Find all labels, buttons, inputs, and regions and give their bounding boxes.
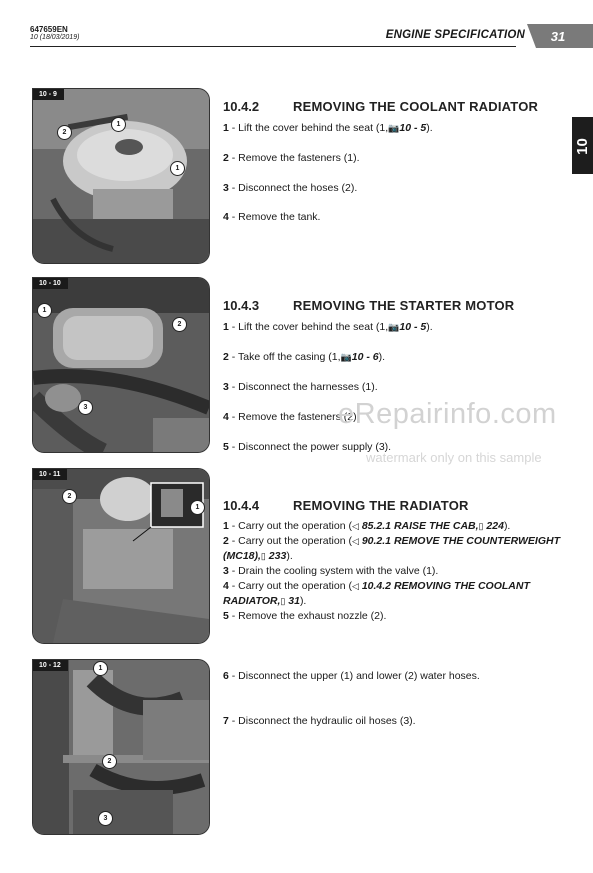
callout-marker: 2	[57, 125, 72, 140]
reference-arrow-icon: ◁	[351, 536, 359, 546]
step-item: 3 - Drain the cooling system with the valve (1).	[223, 565, 439, 577]
step-item: 3 - Disconnect the harnesses (1).	[223, 381, 378, 393]
callout-marker: 1	[190, 500, 205, 515]
step-item: 4 - Carry out the operation (◁ 10.4.2 REMOVING THE COOLANT	[223, 580, 530, 592]
figure-label: 10 - 11	[33, 469, 67, 480]
step-item: 6 - Disconnect the upper (1) and lower (2) water hoses.	[223, 670, 480, 682]
step-item: 4 - Remove the fasteners (2).	[223, 411, 360, 423]
step-item: 2 - Take off the casing (1,📷10 - 6).	[223, 351, 386, 363]
step-item: 2 - Remove the fasteners (1).	[223, 152, 360, 164]
camera-icon: 📷	[388, 322, 400, 332]
callout-marker: 2	[102, 754, 117, 769]
step-item: 4 - Remove the tank.	[223, 211, 321, 223]
step-item: 2 - Carry out the operation (◁ 90.2.1 REMOVE THE COUNTERWEIGHT	[223, 535, 561, 547]
book-icon: ▯	[260, 551, 266, 561]
reference-arrow-icon: ◁	[351, 581, 359, 591]
book-icon: ▯	[478, 521, 484, 531]
figure-label: 10 - 10	[33, 278, 68, 289]
watermark-subtext: watermark only on this sample	[366, 450, 542, 465]
figure-10-11	[32, 468, 210, 644]
section-number: 10.4.2	[223, 99, 260, 114]
callout-marker: 3	[98, 811, 113, 826]
figure-10-9-photo	[33, 89, 209, 263]
running-section-title: ENGINE SPECIFICATION	[385, 29, 525, 41]
book-icon: ▯	[280, 596, 286, 606]
step-item: 1 - Lift the cover behind the seat (1,📷10 - 5).	[223, 321, 433, 333]
section-title: REMOVING THE RADIATOR	[293, 498, 469, 513]
step-item: 3 - Disconnect the hoses (2).	[223, 182, 358, 194]
figure-10-12-photo	[33, 660, 209, 834]
callout-marker: 1	[170, 161, 185, 176]
figure-label: 10 - 12	[33, 660, 68, 671]
step-item: 7 - Disconnect the hydraulic oil hoses (3).	[223, 715, 416, 727]
step-item: 1 - Lift the cover behind the seat (1,📷10 - 5).	[223, 122, 433, 134]
step-item-continued: RADIATOR,▯ 31).	[223, 595, 307, 607]
step-item-continued: (MC18),▯ 233).	[223, 550, 293, 562]
step-item: 5 - Disconnect the power supply (3).	[223, 441, 392, 453]
section-title: REMOVING THE COOLANT RADIATOR	[293, 99, 539, 114]
figure-10-12	[32, 659, 210, 835]
chapter-tab	[572, 117, 593, 174]
section-number: 10.4.3	[223, 298, 260, 313]
figure-10-9	[32, 88, 210, 264]
section-title: REMOVING THE STARTER MOTOR	[293, 298, 515, 313]
figure-10-10	[32, 277, 210, 453]
step-item: 5 - Remove the exhaust nozzle (2).	[223, 610, 387, 622]
page-number-tab	[536, 24, 593, 48]
camera-icon: 📷	[340, 352, 352, 362]
callout-marker: 1	[93, 661, 108, 676]
figure-10-11-photo	[33, 469, 209, 643]
callout-marker: 2	[62, 489, 77, 504]
chapter-number: 10	[574, 138, 591, 155]
section-number: 10.4.4	[223, 498, 260, 513]
figure-10-10-photo	[33, 278, 209, 452]
figure-label: 10 - 9	[33, 89, 64, 100]
step-item: 1 - Carry out the operation (◁ 85.2.1 RAISE THE CAB,▯ 224).	[223, 520, 511, 532]
document-revision-date: 10 (18/03/2019)	[30, 34, 80, 41]
watermark-text: eRepairinfo.com	[338, 398, 557, 430]
document-code: 647659EN	[30, 25, 68, 34]
callout-marker: 3	[78, 400, 93, 415]
page-number: 31	[550, 29, 566, 44]
header-rule	[30, 46, 516, 47]
reference-arrow-icon: ◁	[351, 521, 359, 531]
callout-marker: 1	[111, 117, 126, 132]
callout-marker: 1	[37, 303, 52, 318]
callout-marker: 2	[172, 317, 187, 332]
camera-icon: 📷	[388, 123, 400, 133]
